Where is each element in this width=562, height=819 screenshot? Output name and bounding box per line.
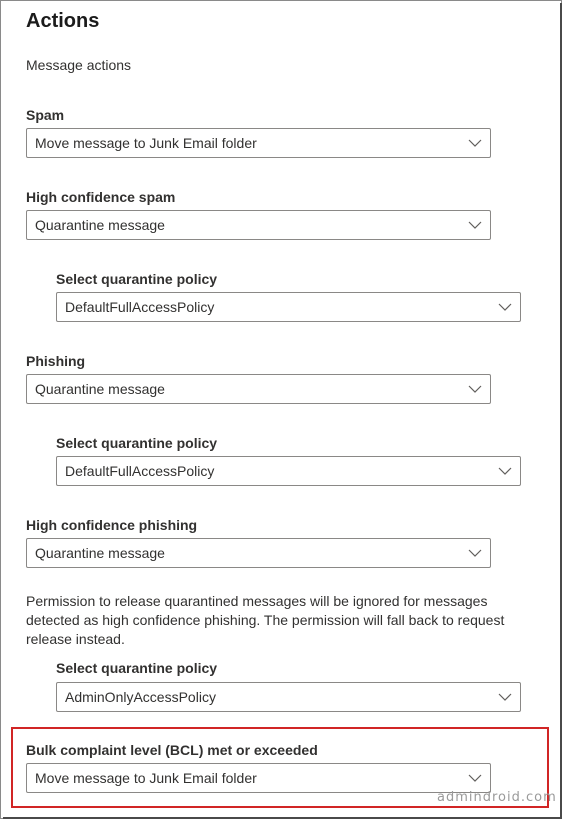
page-title: Actions [26,10,100,32]
dropdown-value: DefaultFullAccessPolicy [65,463,215,479]
quarantine-policy-label: Select quarantine policy [56,660,218,676]
bcl-action-dropdown[interactable] [26,763,491,793]
high-confidence-phishing-dropdown[interactable] [26,538,491,568]
dropdown-value: Move message to Junk Email folder [35,135,257,151]
dropdown-value: AdminOnlyAccessPolicy [65,689,216,705]
dropdown-value: DefaultFullAccessPolicy [65,299,215,315]
dropdown-value: Move message to Junk Email folder [35,770,257,786]
quarantine-policy-label: Select quarantine policy [56,271,218,287]
phishing-release-note: Permission to release quarantined messages will be ignored for messages detected as high confidence phishing. The permission will fall back to request release instead. [26,593,505,647]
bcl-label: Bulk complaint level (BCL) met or exceeded [26,742,318,758]
quarantine-policy-label: Select quarantine policy [56,435,218,451]
phishing-label: Phishing [26,353,86,369]
chevron-down-icon [460,539,490,567]
phishing-policy-dropdown[interactable] [56,456,521,486]
chevron-down-icon [490,457,520,485]
spam-action-dropdown[interactable] [26,128,491,158]
high-confidence-phishing-policy-dropdown[interactable] [56,682,521,712]
high-confidence-spam-policy-dropdown[interactable] [56,292,521,322]
chevron-down-icon [460,129,490,157]
high-confidence-spam-dropdown[interactable] [26,210,491,240]
phishing-dropdown[interactable] [26,374,491,404]
dropdown-value: Quarantine message [35,381,165,397]
chevron-down-icon [490,683,520,711]
dropdown-value: Quarantine message [35,545,165,561]
section-heading: Message actions [26,57,132,73]
spam-label: Spam [26,107,65,123]
dropdown-value: Quarantine message [35,217,165,233]
chevron-down-icon [460,375,490,403]
watermark: admindroid.com [437,790,557,805]
chevron-down-icon [460,211,490,239]
high-confidence-spam-label: High confidence spam [26,189,176,205]
chevron-down-icon [460,764,490,792]
chevron-down-icon [490,293,520,321]
high-confidence-phishing-label: High confidence phishing [26,517,198,533]
